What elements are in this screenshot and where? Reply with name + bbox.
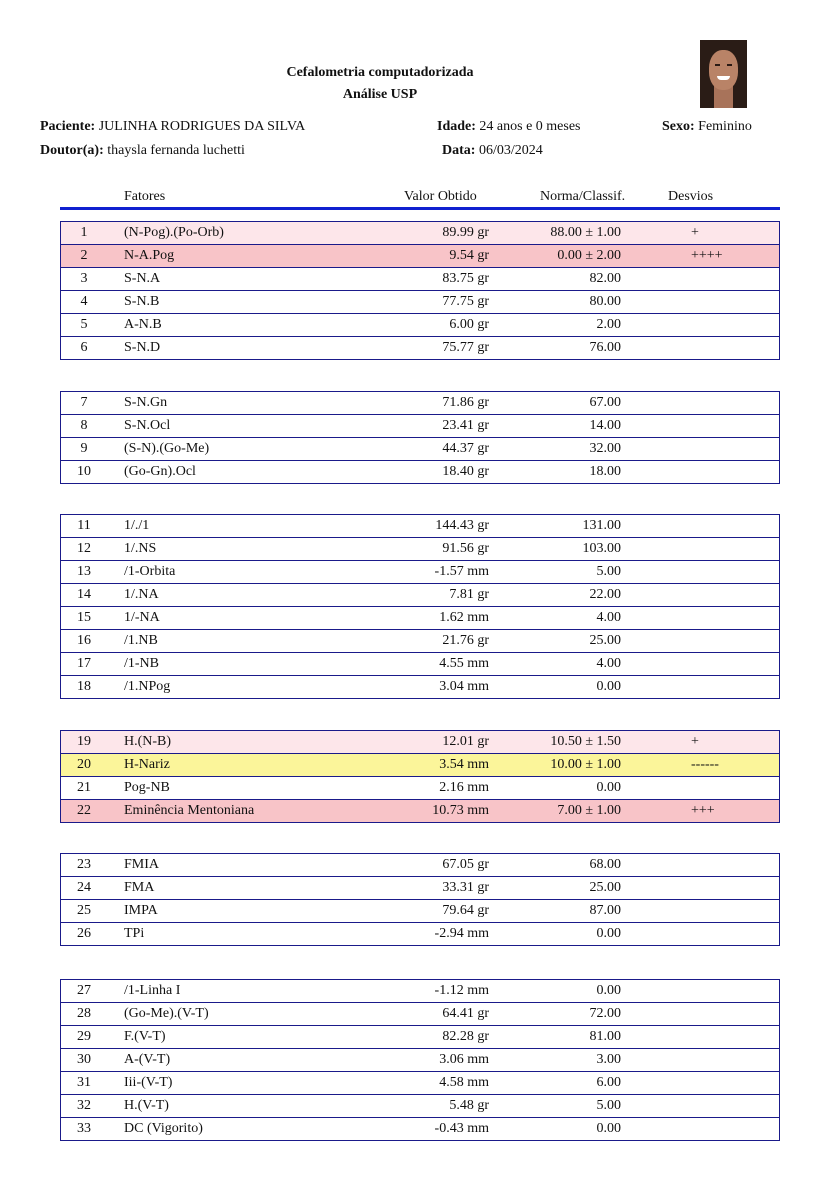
- row-factor: H.(V-T): [124, 1098, 169, 1113]
- row-value: 23.41 gr: [442, 418, 489, 433]
- table-row: [61, 776, 779, 799]
- row-factor: FMA: [124, 880, 155, 895]
- report-title: Cefalometria computadorizada: [286, 65, 474, 80]
- table-row: [61, 606, 779, 629]
- row-norm: 32.00: [589, 441, 621, 456]
- table-row: [61, 753, 779, 776]
- date-value: 06/03/2024: [478, 143, 543, 158]
- row-deviation: ------: [691, 757, 719, 772]
- table-row: [61, 267, 779, 290]
- row-number: 16: [77, 633, 91, 648]
- row-number: 20: [77, 757, 91, 772]
- table-row: [61, 899, 779, 922]
- patient-label: Paciente:: [40, 119, 96, 134]
- row-factor: (Go-Gn).Ocl: [124, 464, 196, 479]
- doctor-info: [40, 143, 245, 159]
- date-info: [442, 143, 543, 159]
- column-header-value: Valor Obtido: [404, 189, 477, 204]
- row-value: -1.57 mm: [434, 564, 489, 579]
- patient-name: JULINHA RODRIGUES DA SILVA: [98, 119, 306, 134]
- row-norm: 10.50 ± 1.50: [550, 734, 621, 749]
- row-number: 23: [77, 857, 91, 872]
- row-value: 77.75 gr: [442, 294, 489, 309]
- row-value: 1.62 mm: [439, 610, 489, 625]
- age-info: [437, 119, 581, 135]
- row-norm: 68.00: [589, 857, 621, 872]
- row-value: -0.43 mm: [434, 1121, 489, 1136]
- row-factor: /1.NPog: [124, 679, 171, 694]
- table-row: [61, 1071, 779, 1094]
- row-number: 6: [80, 340, 88, 355]
- row-value: 79.64 gr: [442, 903, 489, 918]
- table-row: [61, 629, 779, 652]
- row-number: 12: [77, 541, 91, 556]
- row-factor: H-Nariz: [124, 757, 170, 772]
- row-deviation: +++: [691, 803, 715, 818]
- row-number: 7: [80, 395, 88, 410]
- table-row: [61, 290, 779, 313]
- row-norm: 0.00: [596, 983, 621, 998]
- table-row: [61, 1048, 779, 1071]
- row-number: 22: [77, 803, 91, 818]
- row-number: 33: [77, 1121, 91, 1136]
- row-factor: (N-Pog).(Po-Orb): [124, 225, 224, 240]
- row-number: 4: [80, 294, 88, 309]
- row-value: 21.76 gr: [442, 633, 489, 648]
- doctor-name: thaysla fernanda luchetti: [107, 143, 245, 158]
- row-number: 26: [77, 926, 91, 941]
- row-factor: 1/.NA: [124, 587, 159, 602]
- table-row: [61, 244, 779, 267]
- row-value: 18.40 gr: [442, 464, 489, 479]
- row-norm: 76.00: [589, 340, 621, 355]
- row-factor: TPi: [124, 926, 145, 941]
- row-number: 32: [77, 1098, 91, 1113]
- age-value: 24 anos e 0 meses: [479, 119, 581, 134]
- row-norm: 2.00: [596, 317, 621, 332]
- table-row: [61, 854, 779, 876]
- row-norm: 80.00: [589, 294, 621, 309]
- row-norm: 131.00: [582, 518, 621, 533]
- row-value: 4.58 mm: [439, 1075, 489, 1090]
- row-factor: S-N.Gn: [124, 395, 168, 410]
- column-header-factors: Fatores: [124, 189, 166, 204]
- row-norm: 5.00: [596, 564, 621, 579]
- row-norm: 10.00 ± 1.00: [550, 757, 621, 772]
- date-label: Data:: [442, 143, 476, 158]
- row-value: 12.01 gr: [442, 734, 489, 749]
- table-row: [61, 336, 779, 359]
- row-norm: 6.00: [596, 1075, 621, 1090]
- table-row: [61, 437, 779, 460]
- row-value: 33.31 gr: [442, 880, 489, 895]
- row-number: 9: [80, 441, 88, 456]
- row-factor: DC (Vigorito): [124, 1121, 203, 1136]
- row-number: 18: [77, 679, 91, 694]
- patient-photo: [700, 40, 747, 108]
- table-row: [61, 1002, 779, 1025]
- row-factor: S-N.Ocl: [124, 418, 171, 433]
- row-number: 5: [80, 317, 88, 332]
- row-value: 3.54 mm: [439, 757, 489, 772]
- row-value: 144.43 gr: [435, 518, 489, 533]
- row-value: -2.94 mm: [434, 926, 489, 941]
- row-factor: (S-N).(Go-Me): [124, 441, 210, 456]
- row-number: 2: [80, 248, 88, 263]
- row-number: 14: [77, 587, 91, 602]
- row-factor: S-N.B: [124, 294, 160, 309]
- row-number: 27: [77, 983, 91, 998]
- row-value: 2.16 mm: [439, 780, 489, 795]
- row-norm: 103.00: [582, 541, 621, 556]
- row-factor: 1/.NS: [124, 541, 157, 556]
- row-deviation: +: [691, 225, 699, 240]
- table-row: [61, 515, 779, 537]
- table-row: [61, 799, 779, 822]
- row-norm: 82.00: [589, 271, 621, 286]
- row-value: 6.00 gr: [449, 317, 489, 332]
- row-value: 83.75 gr: [442, 271, 489, 286]
- column-header-deviation: Desvios: [668, 189, 714, 204]
- row-norm: 0.00: [596, 1121, 621, 1136]
- row-value: 3.06 mm: [439, 1052, 489, 1067]
- row-factor: /1-Orbita: [124, 564, 176, 579]
- table-group: [60, 979, 780, 1141]
- row-norm: 4.00: [596, 610, 621, 625]
- row-number: 21: [77, 780, 91, 795]
- table-row: [61, 414, 779, 437]
- row-number: 11: [77, 518, 91, 533]
- table-row: [61, 392, 779, 414]
- report-subtitle: Análise USP: [342, 87, 418, 102]
- row-factor: A-N.B: [124, 317, 162, 332]
- header-rule: [60, 207, 780, 210]
- row-value: 9.54 gr: [449, 248, 489, 263]
- row-factor: H.(N-B): [124, 734, 172, 749]
- table-group: [60, 853, 780, 946]
- sex-info: [662, 119, 752, 135]
- table-row: [61, 876, 779, 899]
- row-deviation: ++++: [691, 248, 723, 263]
- row-norm: 14.00: [589, 418, 621, 433]
- table-row: [61, 313, 779, 336]
- table-row: [61, 583, 779, 606]
- row-value: 82.28 gr: [442, 1029, 489, 1044]
- row-norm: 88.00 ± 1.00: [550, 225, 621, 240]
- row-norm: 87.00: [589, 903, 621, 918]
- row-number: 29: [77, 1029, 91, 1044]
- age-label: Idade:: [437, 119, 476, 134]
- doctor-label: Doutor(a):: [40, 143, 104, 158]
- row-value: 44.37 gr: [442, 441, 489, 456]
- row-value: 10.73 mm: [432, 803, 489, 818]
- row-value: 71.86 gr: [442, 395, 489, 410]
- row-norm: 72.00: [589, 1006, 621, 1021]
- row-number: 19: [77, 734, 91, 749]
- row-factor: (Go-Me).(V-T): [124, 1006, 209, 1021]
- row-deviation: +: [691, 734, 699, 749]
- row-factor: A-(V-T): [124, 1052, 171, 1067]
- row-value: 4.55 mm: [439, 656, 489, 671]
- row-number: 28: [77, 1006, 91, 1021]
- row-norm: 22.00: [589, 587, 621, 602]
- row-factor: IMPA: [124, 903, 158, 918]
- row-value: 91.56 gr: [442, 541, 489, 556]
- row-factor: FMIA: [124, 857, 160, 872]
- row-norm: 18.00: [589, 464, 621, 479]
- row-factor: S-N.D: [124, 340, 161, 355]
- row-factor: N-A.Pog: [124, 248, 175, 263]
- row-number: 3: [80, 271, 88, 286]
- row-value: 5.48 gr: [449, 1098, 489, 1113]
- row-value: 67.05 gr: [442, 857, 489, 872]
- row-factor: /1-Linha I: [124, 983, 181, 998]
- row-number: 13: [77, 564, 91, 579]
- row-factor: S-N.A: [124, 271, 161, 286]
- row-factor: /1.NB: [124, 633, 158, 648]
- row-norm: 5.00: [596, 1098, 621, 1113]
- row-value: 75.77 gr: [442, 340, 489, 355]
- table-row: [61, 537, 779, 560]
- row-factor: 1/-NA: [124, 610, 160, 625]
- row-norm: 25.00: [589, 633, 621, 648]
- table-group: [60, 221, 780, 360]
- row-norm: 4.00: [596, 656, 621, 671]
- table-row: [61, 1094, 779, 1117]
- row-number: 15: [77, 610, 91, 625]
- table-row: [61, 980, 779, 1002]
- table-row: [61, 922, 779, 945]
- row-value: 89.99 gr: [442, 225, 489, 240]
- column-header-norm: Norma/Classif.: [540, 189, 626, 204]
- row-number: 25: [77, 903, 91, 918]
- row-norm: 0.00: [596, 780, 621, 795]
- row-factor: Eminência Mentoniana: [124, 803, 255, 818]
- table-group: [60, 730, 780, 823]
- row-factor: Pog-NB: [124, 780, 170, 795]
- row-norm: 3.00: [596, 1052, 621, 1067]
- table-row: [61, 460, 779, 483]
- row-factor: 1/./1: [124, 518, 150, 533]
- row-norm: 81.00: [589, 1029, 621, 1044]
- sex-label: Sexo:: [662, 119, 695, 134]
- row-number: 24: [77, 880, 91, 895]
- row-value: 3.04 mm: [439, 679, 489, 694]
- row-norm: 7.00 ± 1.00: [557, 803, 621, 818]
- table-row: [61, 731, 779, 753]
- row-norm: 0.00: [596, 926, 621, 941]
- row-number: 30: [77, 1052, 91, 1067]
- sex-value: Feminino: [698, 119, 752, 134]
- row-number: 31: [77, 1075, 91, 1090]
- table-row: [61, 675, 779, 698]
- row-factor: Iii-(V-T): [124, 1075, 173, 1090]
- row-norm: 67.00: [589, 395, 621, 410]
- table-row: [61, 560, 779, 583]
- row-number: 8: [80, 418, 88, 433]
- table-group: [60, 391, 780, 484]
- row-factor: F.(V-T): [124, 1029, 166, 1044]
- row-number: 17: [77, 656, 91, 671]
- row-value: 64.41 gr: [442, 1006, 489, 1021]
- row-norm: 0.00: [596, 679, 621, 694]
- row-number: 10: [77, 464, 91, 479]
- table-group: [60, 514, 780, 699]
- patient-info: [40, 119, 305, 135]
- row-value: -1.12 mm: [434, 983, 489, 998]
- row-factor: /1-NB: [124, 656, 159, 671]
- row-value: 7.81 gr: [449, 587, 489, 602]
- table-row: [61, 652, 779, 675]
- row-norm: 25.00: [589, 880, 621, 895]
- table-row: [61, 222, 779, 244]
- row-number: 1: [80, 225, 88, 240]
- table-row: [61, 1025, 779, 1048]
- table-row: [61, 1117, 779, 1140]
- row-norm: 0.00 ± 2.00: [557, 248, 621, 263]
